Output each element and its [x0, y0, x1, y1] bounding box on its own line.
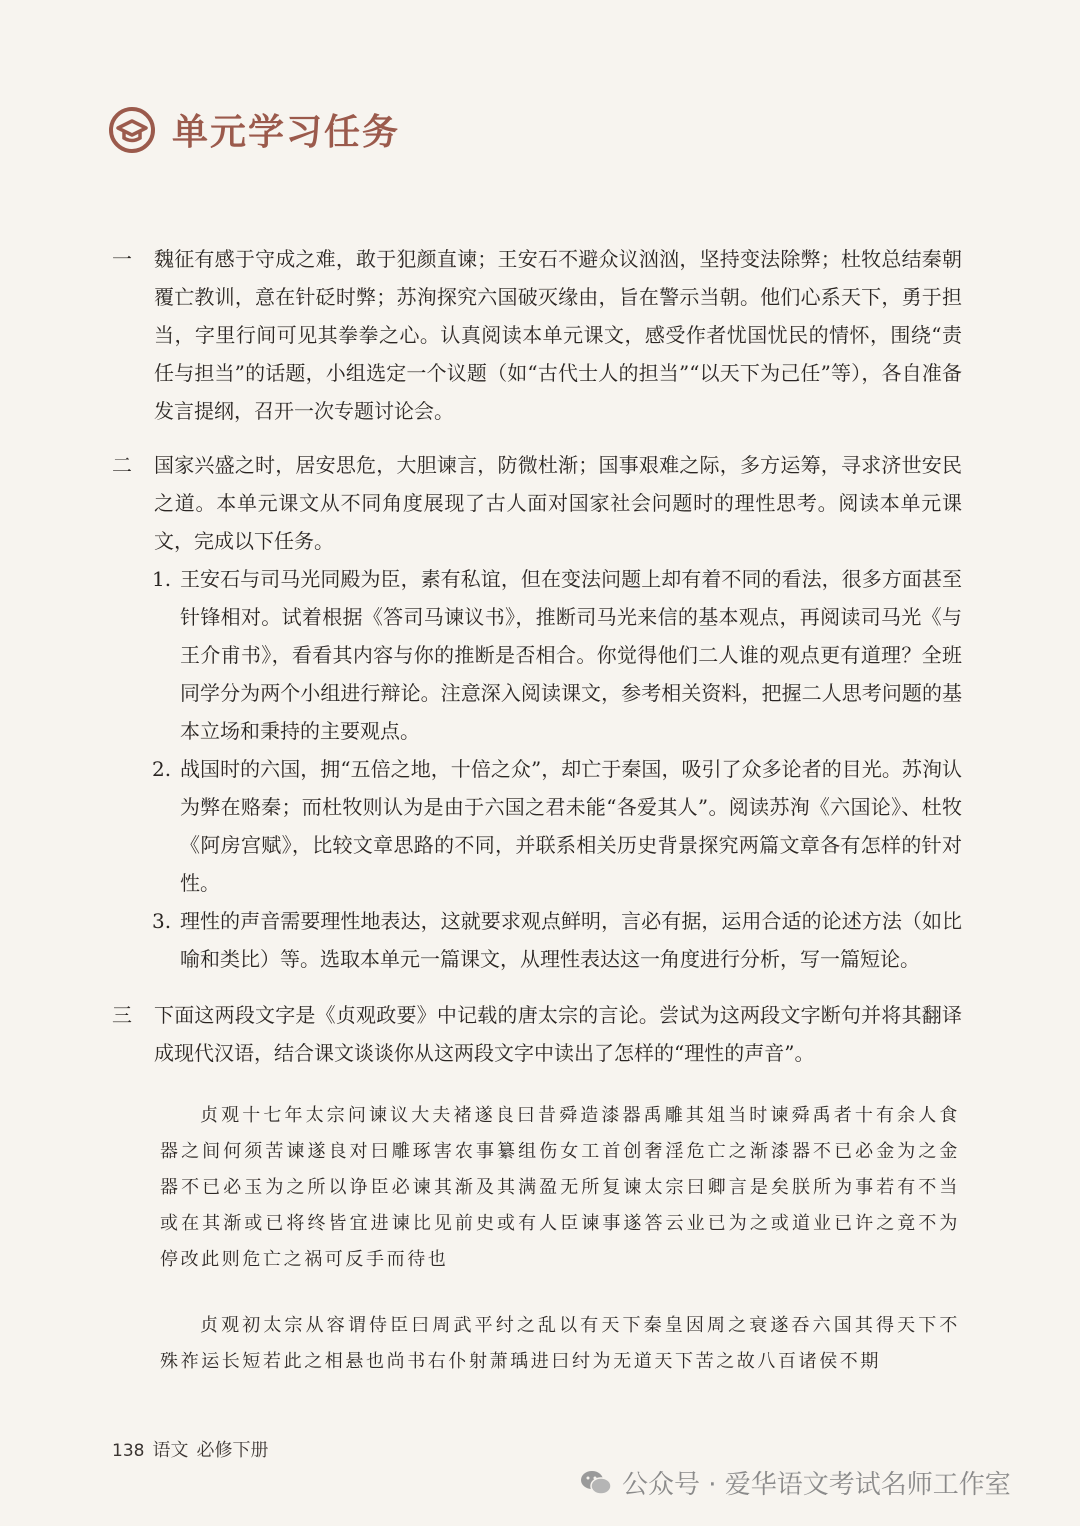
- subtask-3: [152, 902, 962, 978]
- subtask-text: 王安石与司马光同殿为臣，素有私谊，但在变法问题上却有着不同的看法，很多方面甚至针锋相对。试着根据《答司马谏议书》，推断司马光来信的基本观点，再阅读司马光《与王介甫书》，看看其内容与你的推断是否相合。你觉得他们二人谁的观点更有道理？全班同学分为两个小组进行辩论。注意深入阅读课文，参考相关资料，把握二人思考问题的基本立场和秉持的主要观点。: [180, 567, 962, 743]
- subtask-text: 战国时的六国，拥“五倍之地，十倍之众”，却亡于秦国，吸引了众多论者的目光。苏洵认为弊在赂秦；而杜牧则认为是由于六国之君未能“各爱其人”。阅读苏洵《六国论》、杜牧《阿房宫赋》，比较文章思路的不同，并联系相关历史背景探究两篇文章各有怎样的针对性。: [180, 757, 962, 895]
- classical-passage-2: [160, 1308, 960, 1380]
- task-text: 国家兴盛之时，居安思危，大胆谏言，防微杜渐；国事艰难之际，多方运筹，寻求济世安民之道。本单元课文从不同角度展现了古人面对国家社会问题时的理性思考。阅读本单元课文，完成以下任务。: [154, 453, 962, 553]
- task-number: 一: [112, 247, 132, 271]
- task-number: 二: [112, 453, 132, 477]
- task-text: 下面这两段文字是《贞观政要》中记载的唐太宗的言论。尝试为这两段文字断句并将其翻译成现代汉语，结合课文谈谈你从这两段文字中读出了怎样的“理性的声音”。: [154, 1003, 962, 1065]
- task-2: [112, 446, 962, 978]
- subtask-2: [152, 750, 962, 902]
- task-number: 三: [112, 1003, 132, 1027]
- book-subject: 语文: [152, 1440, 189, 1461]
- wechat-watermark: [580, 1464, 1011, 1501]
- watermark-text: 公众号 · 爱华语文考试名师工作室: [622, 1470, 1011, 1500]
- subtask-number: 3.: [152, 909, 172, 933]
- subtask-number: 1.: [152, 567, 172, 591]
- task-3: [112, 996, 962, 1072]
- subtask-text: 理性的声音需要理性地表达，这就要求观点鲜明，言必有据，运用合适的论述方法（如比喻和类比）等。选取本单元一篇课文，从理性表达这一角度进行分析，写一篇短论。: [180, 909, 962, 971]
- classical-passage-1: [160, 1098, 960, 1278]
- classical-text: 贞观初太宗从容谓侍臣曰周武平纣之乱以有天下秦皇因周之衰遂吞六国其得天下不殊祚运长短若此之相悬也尚书右仆射萧瑀进曰纣为无道天下苦之故八百诸侯不期: [160, 1315, 960, 1372]
- mortarboard-icon: [108, 106, 156, 154]
- subtask-number: 2.: [152, 757, 172, 781]
- unit-header: [108, 104, 400, 155]
- page-number: 138: [112, 1441, 145, 1461]
- page-footer: [112, 1436, 268, 1462]
- task-1: [112, 240, 962, 430]
- wechat-icon: [580, 1469, 612, 1497]
- page-title: 单元学习任务: [172, 112, 401, 153]
- classical-text: 贞观十七年太宗问谏议大夫褚遂良曰昔舜造漆器禹雕其俎当时谏舜禹者十有余人食器之间何须苦谏遂良对曰雕琢害农事纂组伤女工首创奢淫危亡之渐漆器不已必金为之金器不已必玉为之所以诤臣必谏其渐及其满盈无所复谏太宗曰卿言是矣朕所为事若有不当或在其渐或已将终皆宜进谏比见前史或有人臣谏事遂答云业已为之或道业已许之竟不为停改此则危亡之祸可反手而待也: [160, 1105, 960, 1270]
- book-volume: 必修下册: [196, 1440, 269, 1461]
- subtask-1: [152, 560, 962, 750]
- task-text: 魏征有感于守成之难，敢于犯颜直谏；王安石不避众议汹汹，坚持变法除弊；杜牧总结秦朝覆亡教训，意在针砭时弊；苏洵探究六国破灭缘由，旨在警示当朝。他们心系天下，勇于担当，字里行间可见其拳拳之心。认真阅读本单元课文，感受作者忧国忧民的情怀，围绕“责任与担当”的话题，小组选定一个议题（如“古代士人的担当”“以天下为己任”等），各自准备发言提纲，召开一次专题讨论会。: [154, 247, 962, 423]
